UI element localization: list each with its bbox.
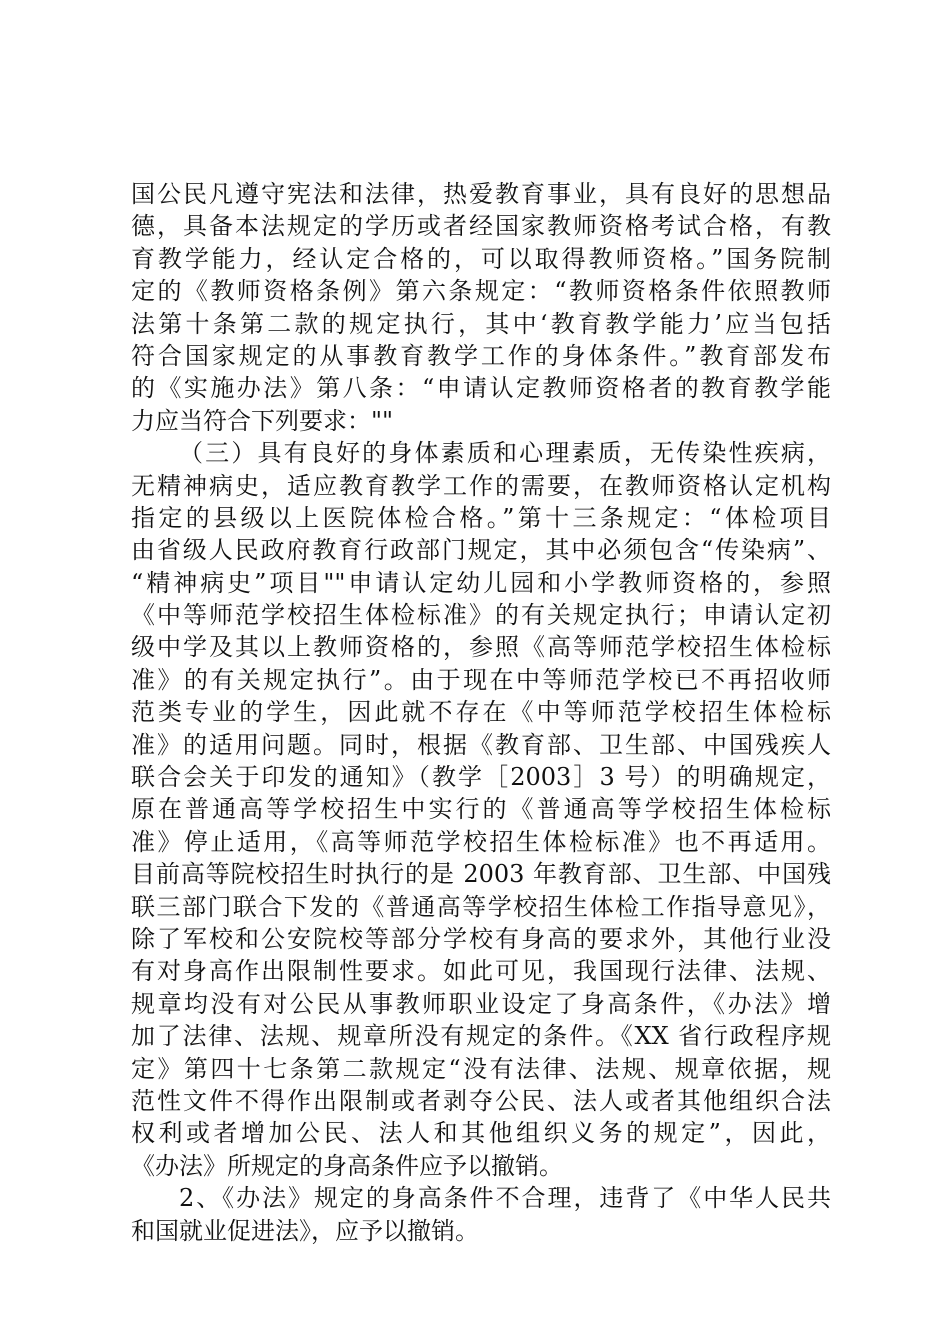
text-line: 级中学及其以上教师资格的，参照《高等师范学校招生体检标	[131, 633, 831, 662]
text-line: 2、《办法》规定的身高条件不合理，违背了《中华人民共	[179, 1184, 831, 1213]
text-line: 目前高等院校招生时执行的是 2003 年教育部、卫生部、中国残	[131, 860, 831, 889]
text-line: 无精神病史，适应教育教学工作的需要，在教师资格认定机构	[131, 471, 831, 500]
text-line: 原在普通高等学校招生中实行的《普通高等学校招生体检标	[131, 795, 831, 824]
text-line: 指定的县级以上医院体检合格。”第十三条规定：“体检项目	[131, 503, 831, 532]
text-line: 定》第四十七条第二款规定“没有法律、法规、规章依据，规	[131, 1054, 831, 1083]
text-line: 范类专业的学生，因此就不存在《中等师范学校招生体检标	[131, 698, 831, 727]
text-line: 联三部门联合下发的《普通高等学校招生体检工作指导意见》，	[131, 892, 831, 921]
text-line: 德，具备本法规定的学历或者经国家教师资格考试合格，有教	[131, 212, 831, 241]
text-line: 范性文件不得作出限制或者剥夺公民、法人或者其他组织合法	[131, 1086, 831, 1115]
text-line: 《中等师范学校招生体检标准》的有关规定执行；申请认定初	[131, 601, 831, 630]
text-line: 联合会关于印发的通知》（教学［2003］3 号）的明确规定，	[131, 763, 831, 792]
body-text	[131, 178, 831, 1247]
text-line: 权利或者增加公民、法人和其他组织义务的规定”，因此，	[131, 1119, 831, 1148]
text-line: 加了法律、法规、规章所没有规定的条件。《XX 省行政程序规	[131, 1022, 831, 1051]
text-line: 的《实施办法》第八条：“申请认定教师资格者的教育教学能	[131, 374, 831, 403]
text-line: 国公民凡遵守宪法和法律，热爱教育事业，具有良好的思想品	[131, 180, 831, 208]
text-line: 《办法》所规定的身高条件应予以撤销。	[131, 1151, 563, 1180]
text-line: 育教学能力，经认定合格的，可以取得教师资格。”国务院制	[131, 244, 831, 273]
text-line: 规章均没有对公民从事教师职业设定了身高条件，《办法》增	[131, 989, 831, 1018]
text-line: 力应当符合下列要求：""	[131, 406, 394, 435]
text-line: “精神病史”项目""申请认定幼儿园和小学教师资格的，参照	[131, 568, 831, 597]
text-line: 准》的有关规定执行”。由于现在中等师范学校已不再招收师	[131, 665, 831, 694]
text-line: 有对身高作出限制性要求。如此可见，我国现行法律、法规、	[131, 957, 831, 986]
text-line: （三）具有良好的身体素质和心理素质，无传染性疾病，	[179, 439, 831, 468]
text-line: 除了军校和公安院校等部分学校有身高的要求外，其他行业没	[131, 924, 831, 953]
text-line: 符合国家规定的从事教育教学工作的身体条件。”教育部发布	[131, 341, 831, 370]
text-line: 定的《教师资格条例》第六条规定：“教师资格条件依照教师	[131, 277, 831, 306]
text-line: 准》的适用问题。同时，根据《教育部、卫生部、中国残疾人	[131, 730, 831, 759]
text-line: 由省级人民政府教育行政部门规定，其中必须包含“传染病”、	[131, 536, 831, 565]
text-line: 法第十条第二款的规定执行，其中‘教育教学能力’应当包括	[131, 309, 831, 338]
text-line: 和国就业促进法》，应予以撤销。	[131, 1216, 479, 1245]
text-line: 准》停止适用，《高等师范学校招生体检标准》也不再适用。	[131, 827, 831, 856]
